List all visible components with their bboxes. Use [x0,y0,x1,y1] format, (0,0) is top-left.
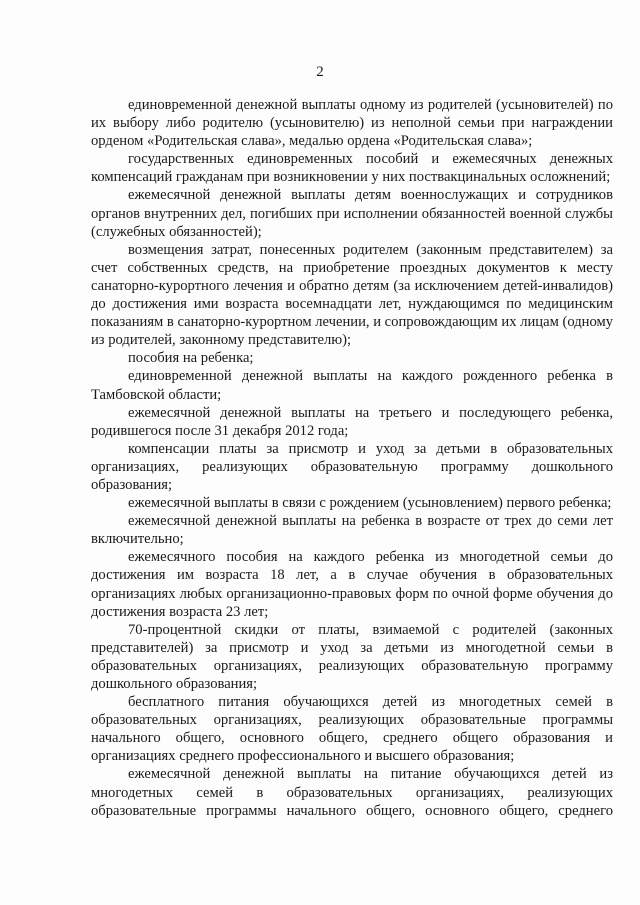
paragraph-free-meals: бесплатного питания обучающихся детей из многодетных семей в образовательных организациях, реализующих образовательные программы начального общего, основного общего, среднего общего образования и организациях среднего профессионального и высшего образования; [91,694,613,765]
paragraph-large-family-allowance: ежемесячного пособия на каждого ребенка из многодетной семьи до достижения им возраста 18 лет, а в случае обучения в образовательных организациях любых организационно-правовых форм по очной форме обучения до достижения возраста 23 лет; [91,549,613,620]
paragraph-preschool-fee-compensation: компенсации платы за присмотр и уход за детьми в образовательных организациях, реализующих образовательную программу дошкольного образования; [91,440,613,493]
paragraph-three-to-seven-payment: ежемесячной денежной выплаты на ребенка в возрасте от трех до семи лет включительно; [91,513,613,548]
paragraph-sanatorium-travel-reimbursement: возмещения затрат, понесенных родителем (законным представителем) за счет собственных средств, на приобретение проездных документов к месту санаторно-курортного лечения и обратно детям (за исключением детей-инвалидов) до достижения ими возраста восемнадцати лет, нуждающимся по медицинским показаниям в санаторно-курортном лечении, и сопровождающим их лицам (одному из родителей, законному представителю); [91,241,613,349]
paragraph-preschool-discount: 70-процентной скидки от платы, взимаемой с родителей (законных представителей) за присмотр и уход за детьми из многодетной семьи в образовательных организациях, реализующих образовательную программу дошкольного образования; [91,621,613,692]
document-body [91,96,613,820]
paragraph-child-allowance: пособия на ребенка; [128,350,254,367]
paragraph-military-children-payment: ежемесячной денежной выплаты детям военнослужащих и сотрудников органов внутренних дел, погибших при исполнении обязанностей военной службы (служебных обязанностей); [91,187,613,240]
paragraph-newborn-payment: единовременной денежной выплаты на каждого рожденного ребенка в Тамбовской области; [91,368,613,403]
paragraph-parent-award-payment: единовременной денежной выплаты одному из родителей (усыновителей) по их выбору либо родителю (усыновителю) из неполной семьи при награждении орденом «Родительская слава», медалью ордена «Родительская слава»; [91,97,613,150]
page-number: 2 [316,64,324,80]
paragraph-vaccination-compensation: государственных единовременных пособий и ежемесячных денежных компенсаций гражданам при возникновении у них поствакцинальных осложнений; [91,151,613,186]
paragraph-third-child-payment: ежемесячной денежной выплаты на третьего и последующего ребенка, родившегося после 31 декабря 2012 года; [91,404,613,439]
paragraph-meal-payment: ежемесячной денежной выплаты на питание обучающихся детей из многодетных семей в образовательных организациях, реализующих образовательные программы начального общего, основного общего, среднего [91,766,613,819]
paragraph-first-child-payment: ежемесячной выплаты в связи с рождением (усыновлением) первого ребенка; [128,495,612,512]
